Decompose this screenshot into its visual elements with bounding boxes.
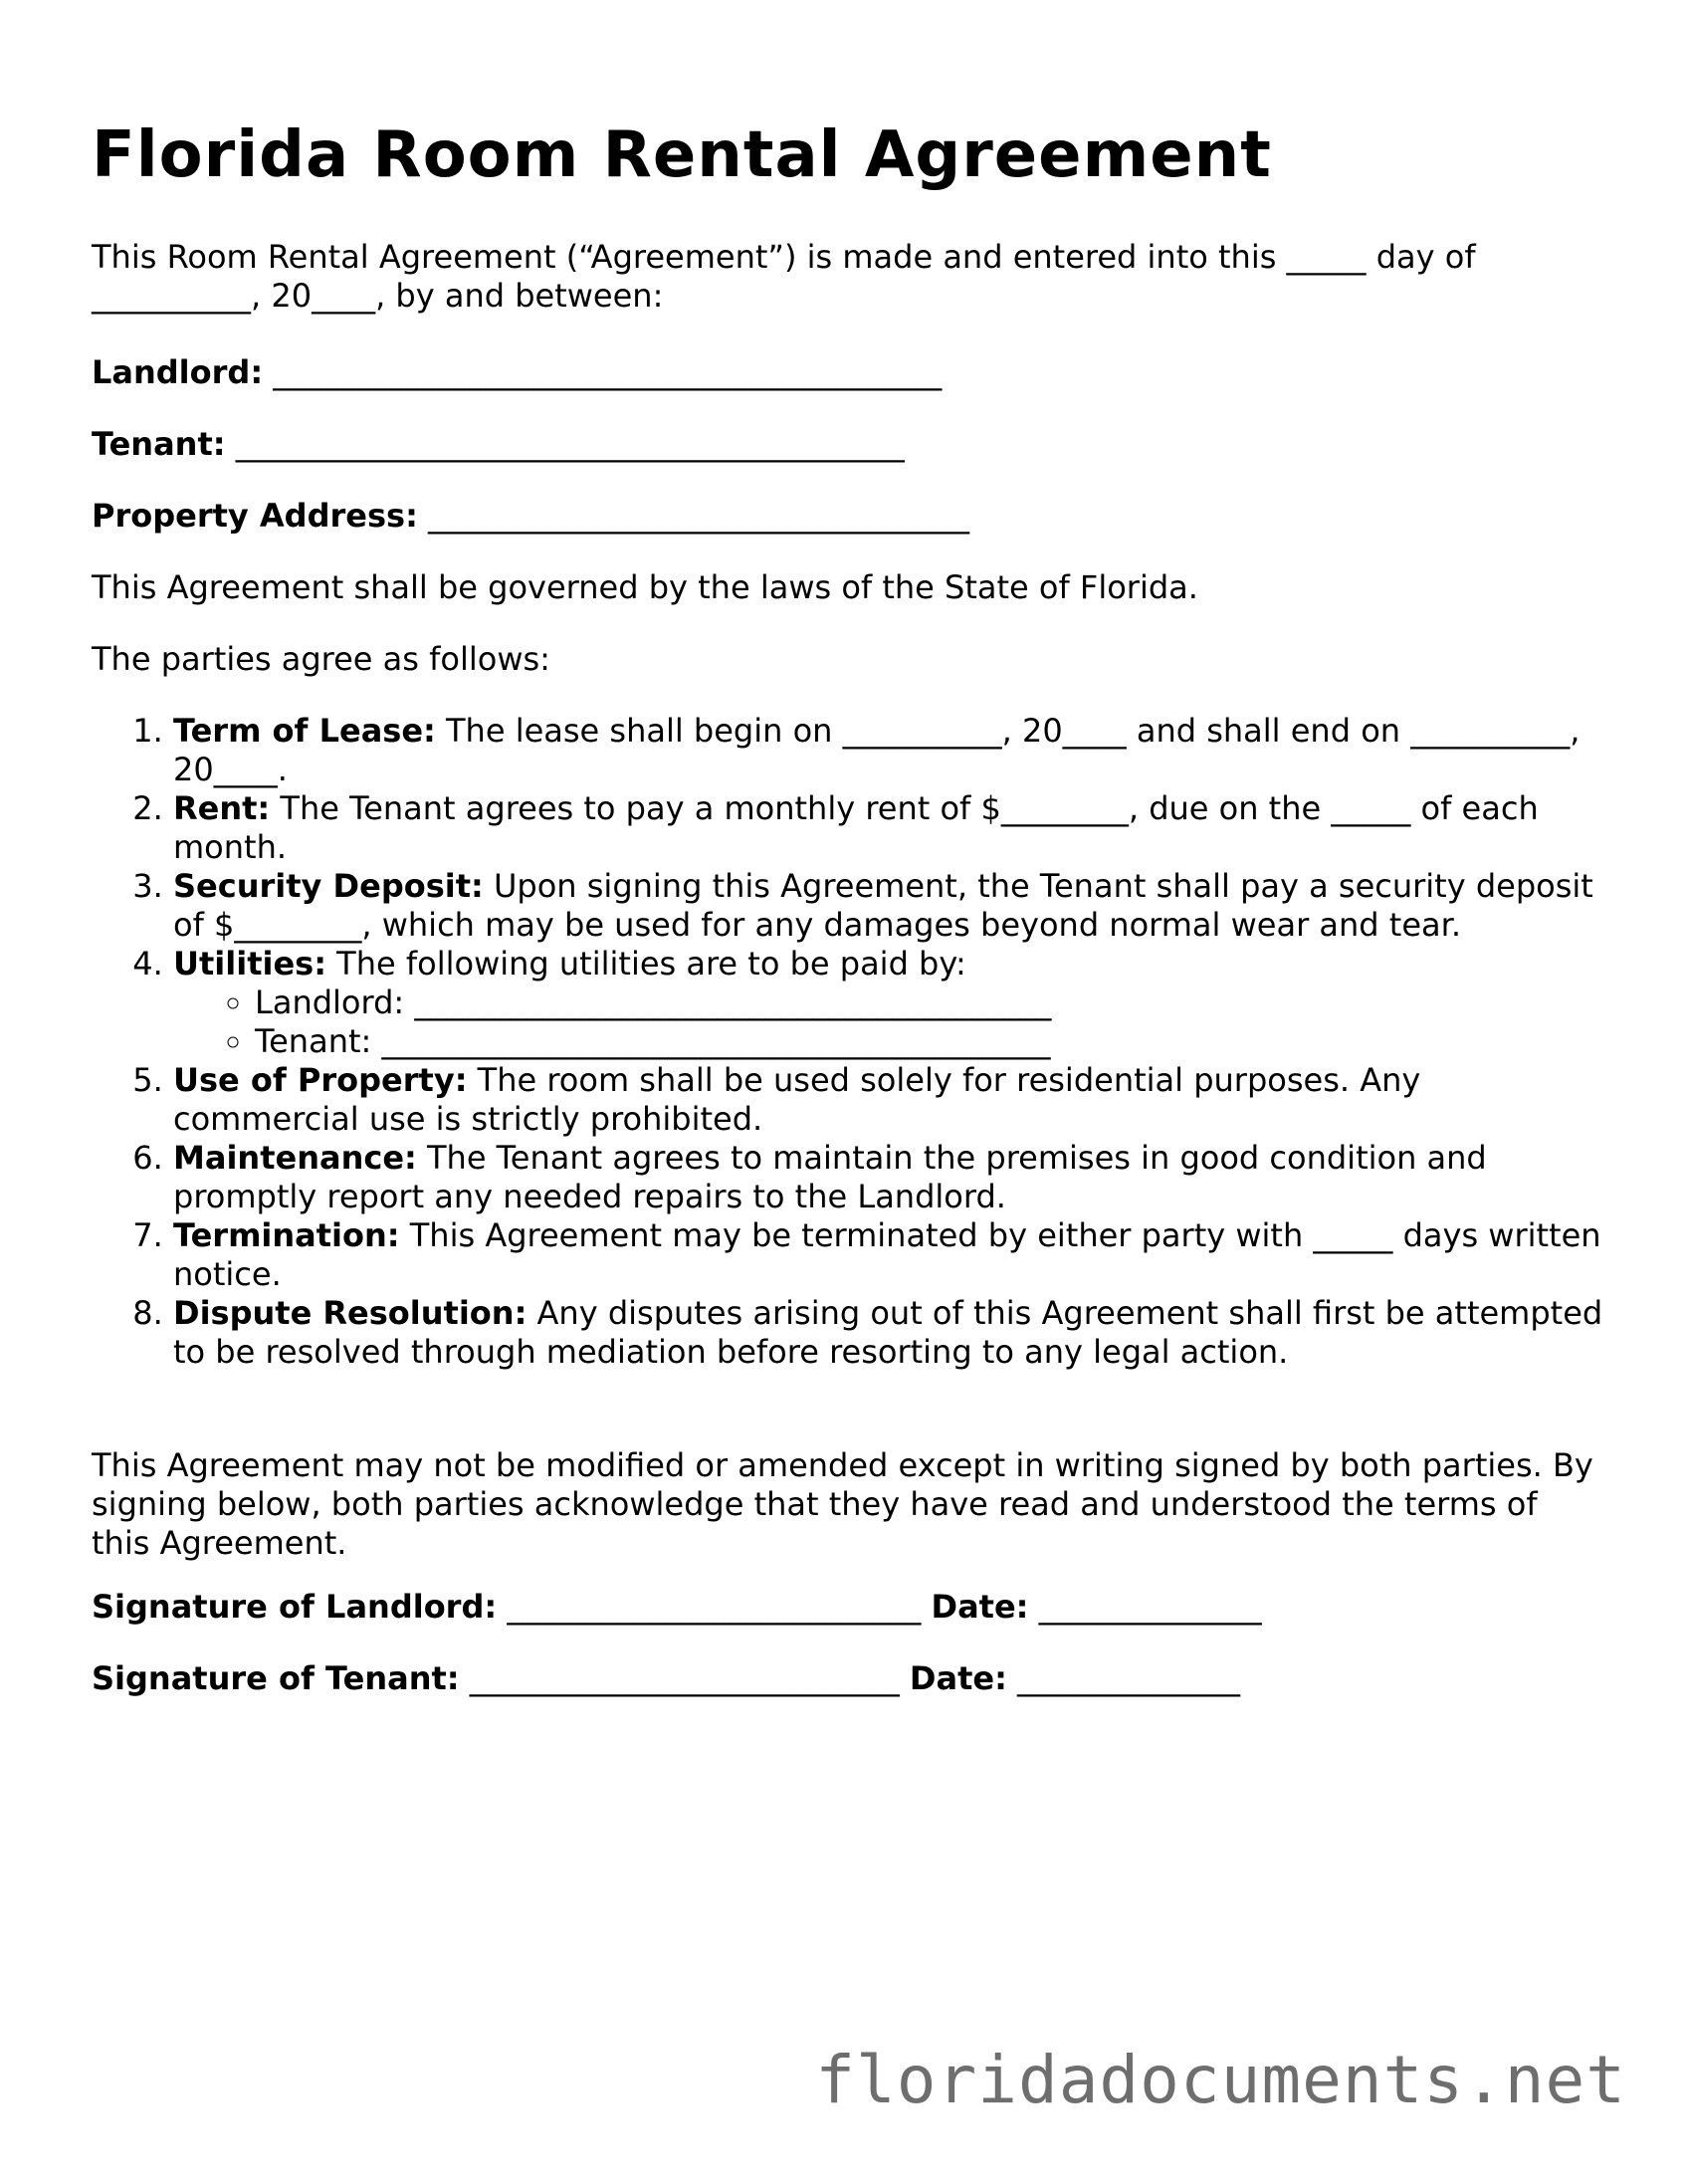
tenant-line <box>92 425 1604 464</box>
terms-list <box>92 712 1604 1372</box>
tenant-signature-blank: ___________________________ <box>469 1659 900 1697</box>
term-label: Security Deposit: <box>173 867 484 905</box>
tenant-blank: __________________________________________ <box>235 425 905 463</box>
term-item <box>173 1294 1604 1372</box>
term-item <box>173 867 1604 945</box>
governing-law-paragraph: This Agreement shall be governed by the laws of the State of Florida. <box>92 568 1198 606</box>
term-item <box>173 789 1604 867</box>
term-label: Term of Lease: <box>173 712 436 750</box>
property-address-blank: __________________________________ <box>428 497 970 535</box>
landlord-signature-label: Signature of Landlord: <box>92 1588 498 1626</box>
intro-paragraph: This Room Rental Agreement (“Agreement”) is made and entered into this _____ day of __________, 20____, by and between: <box>92 238 1476 315</box>
property-address-label: Property Address: <box>92 497 418 535</box>
term-label: Utilities: <box>173 945 326 983</box>
term-text: Upon signing this Agreement, the Tenant shall pay a security deposit of $________, which may be used for any damages beyond normal wear and tear. <box>173 867 1593 944</box>
tenant-signature-label: Signature of Tenant: <box>92 1659 460 1697</box>
landlord-date-blank: ______________ <box>1038 1588 1262 1626</box>
landlord-signature-line <box>92 1588 1604 1627</box>
term-text: The lease shall begin on __________, 20____ and shall end on __________, 20____. <box>173 712 1581 788</box>
property-address-line <box>92 497 1604 536</box>
term-label: Maintenance: <box>173 1139 417 1177</box>
landlord-line <box>92 353 1604 392</box>
landlord-signature-blank: __________________________ <box>507 1588 922 1626</box>
document-title: Florida Room Rental Agreement <box>92 118 1272 192</box>
term-text: The room shall be used solely for residential purposes. Any commercial use is strictly prohibited. <box>173 1061 1421 1138</box>
term-label: Dispute Resolution: <box>173 1294 527 1332</box>
term-item <box>173 1061 1604 1139</box>
term-item <box>173 1216 1604 1294</box>
watermark: floridadocuments.net <box>815 2042 1626 2118</box>
term-text: The Tenant agrees to pay a monthly rent of $________, due on the _____ of each month. <box>173 789 1539 866</box>
utilities-tenant: ◦ Tenant: __________________________________________ <box>255 1022 1604 1061</box>
tenant-signature-line <box>92 1659 1604 1698</box>
utilities-landlord: ◦ Landlord: ________________________________________ <box>255 983 1604 1022</box>
term-item <box>173 1139 1604 1216</box>
landlord-blank: __________________________________________ <box>273 353 943 391</box>
tenant-date-blank: ______________ <box>1017 1659 1241 1697</box>
tenant-label: Tenant: <box>92 425 226 463</box>
term-item <box>173 712 1604 789</box>
agree-intro: The parties agree as follows: <box>92 640 550 678</box>
term-label: Use of Property: <box>173 1061 468 1099</box>
utilities-sublist <box>173 983 1604 1061</box>
term-text: This Agreement may be terminated by either party with _____ days written notice. <box>173 1216 1601 1293</box>
closing-paragraph: This Agreement may not be modified or amended except in writing signed by both parties. By signing below, both parties acknowledge that they have read and understood the terms of this Agreement. <box>92 1446 1593 1562</box>
tenant-date-label: Date: <box>909 1659 1007 1697</box>
term-text: The Tenant agrees to maintain the premises in good condition and promptly report any needed repairs to the Landlord. <box>173 1139 1487 1215</box>
term-label: Rent: <box>173 789 271 827</box>
landlord-label: Landlord: <box>92 353 264 391</box>
landlord-date-label: Date: <box>931 1588 1029 1626</box>
term-label: Termination: <box>173 1216 400 1254</box>
term-item <box>173 945 1604 1061</box>
term-text: The following utilities are to be paid by: <box>336 945 966 983</box>
term-text: Any disputes arising out of this Agreement shall first be attempted to be resolved through mediation before resorting to any legal action. <box>173 1294 1603 1371</box>
